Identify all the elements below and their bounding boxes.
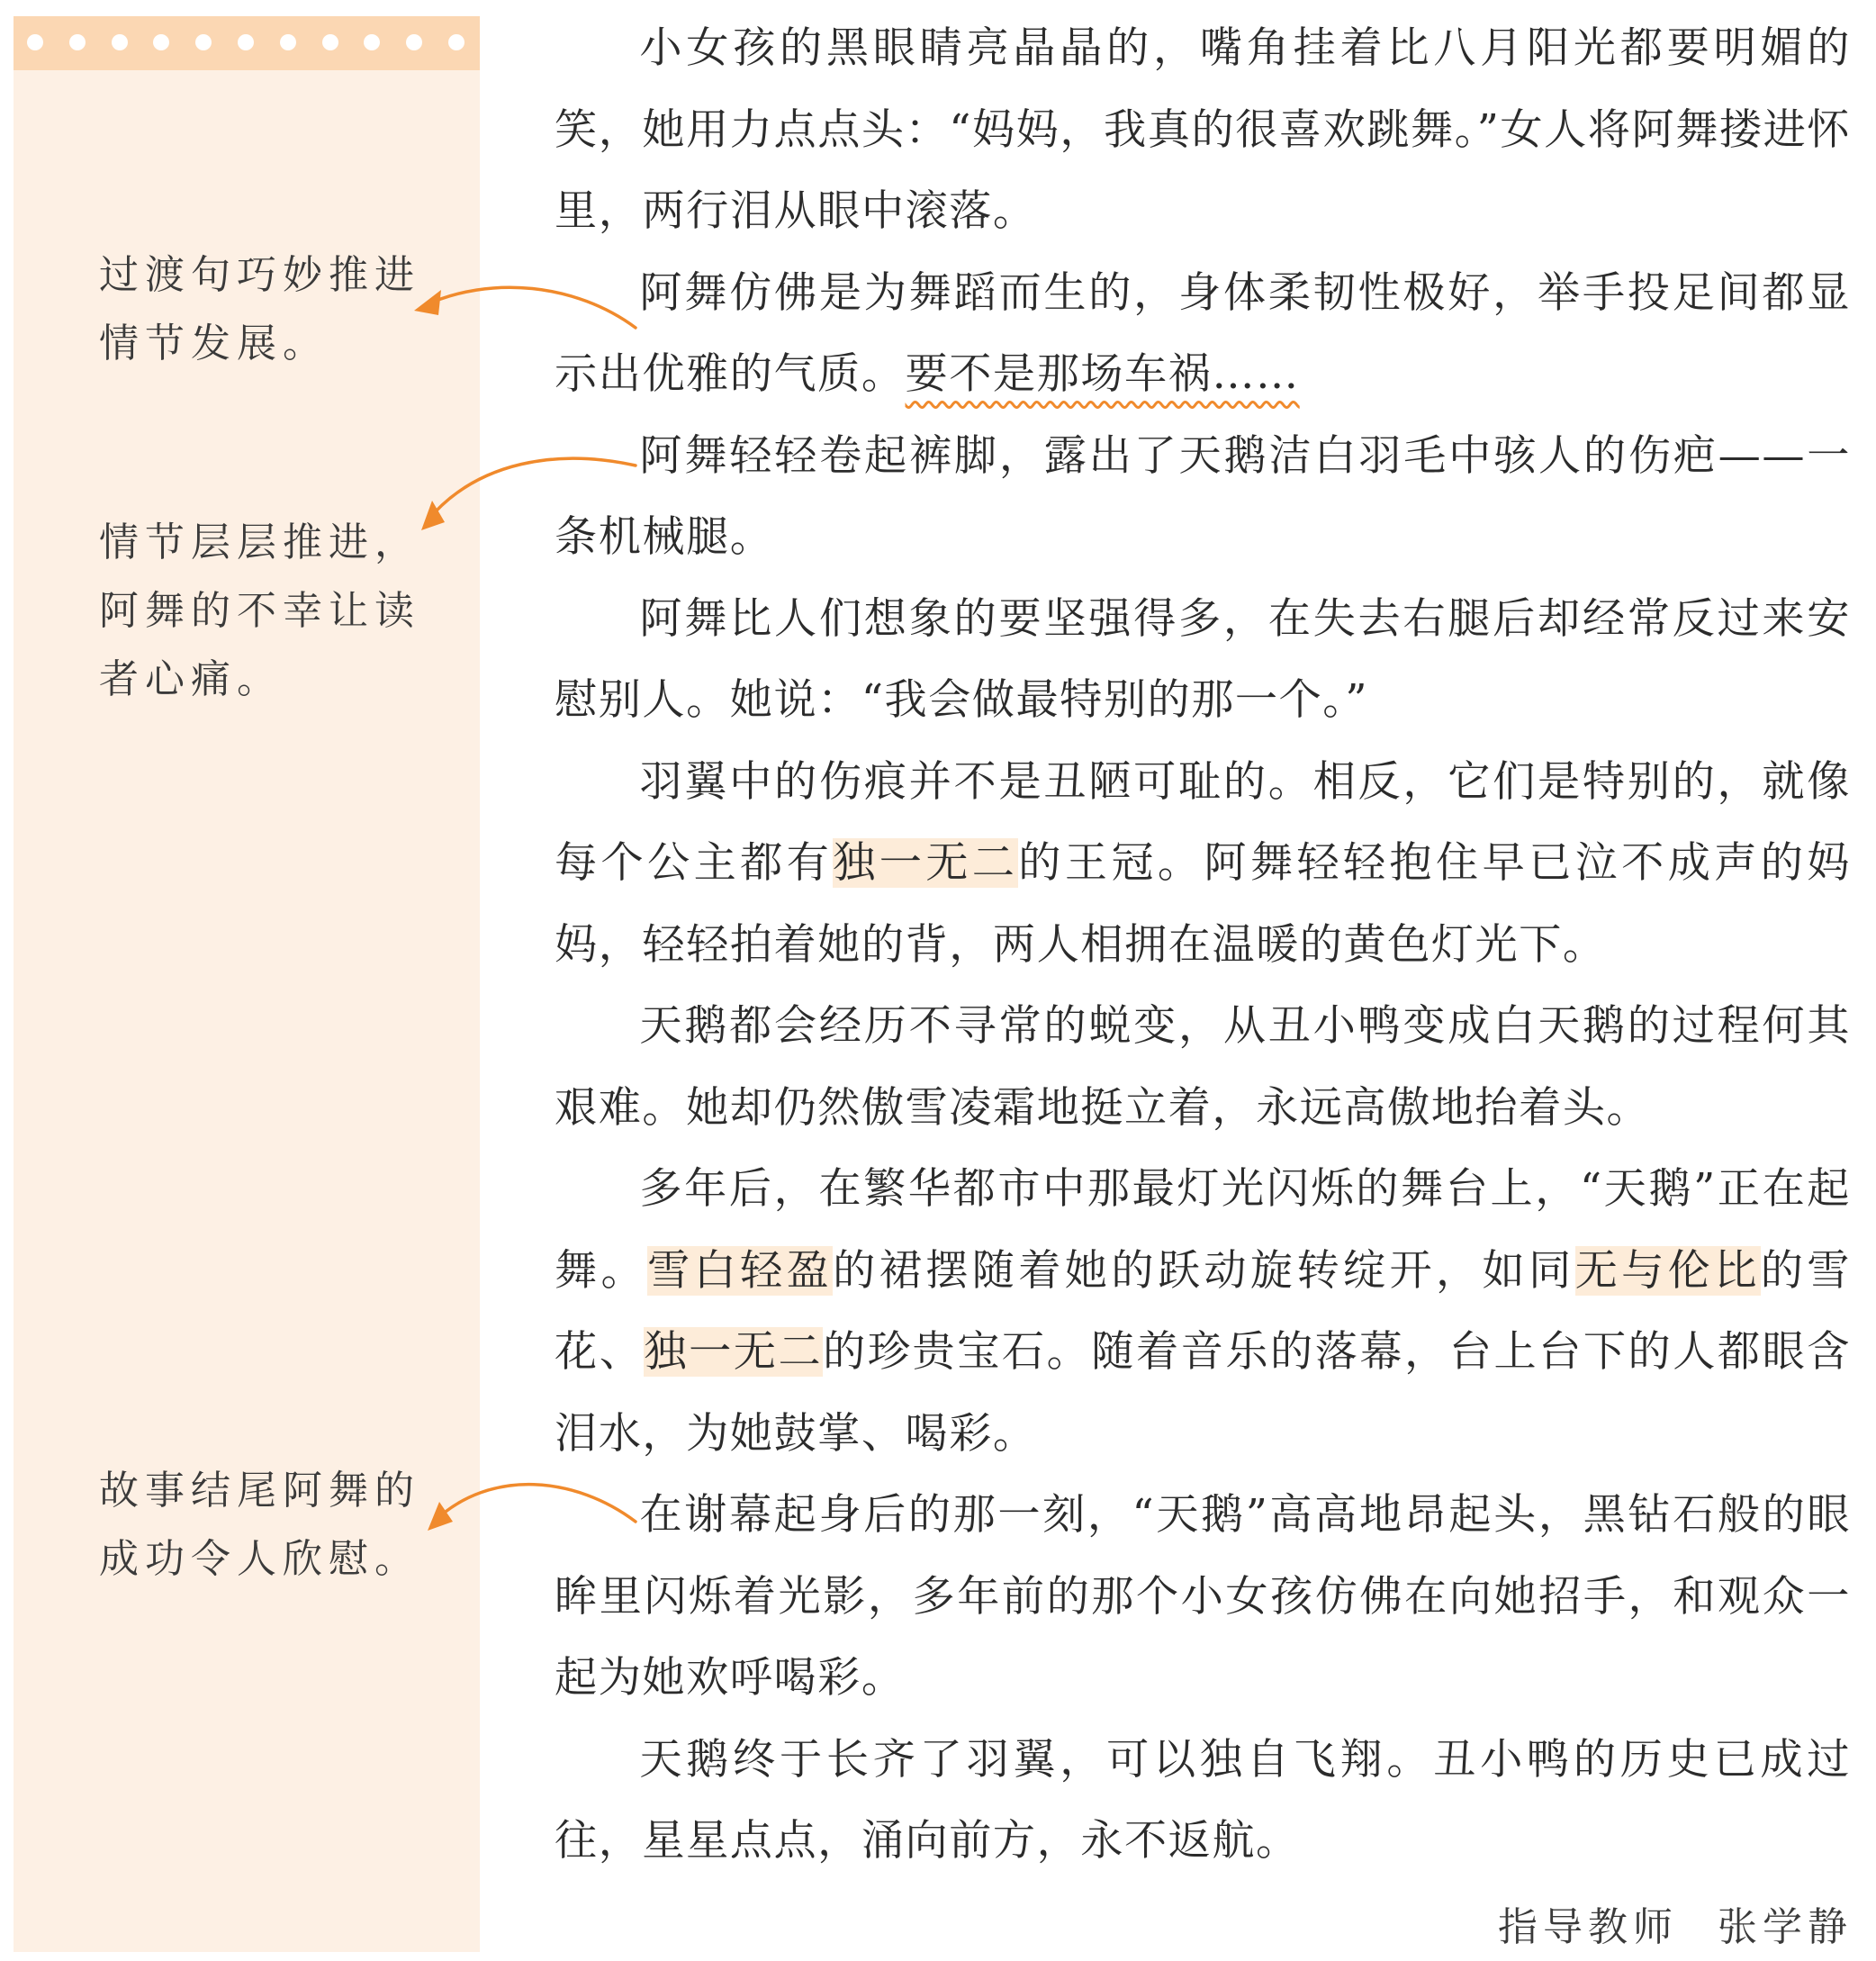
paragraph-text: 天鹅终于长齐了羽翼，可以独自飞翔。丑小鸭的历史已成过往，星星点点，涌向前方，永不返航。: [555, 1734, 1851, 1866]
paragraph-text: 阿舞比人们想象的要坚强得多，在失去右腿后却经常反过来安慰别人。她说：“我会做最特别的那一个。”: [555, 593, 1851, 725]
arrow-head-1: [414, 290, 441, 315]
paragraph: [555, 742, 1851, 987]
signature-name: 张学静: [1718, 1904, 1853, 1950]
paragraph: [555, 253, 1851, 416]
wavy-underlined-phrase: 要不是那场车祸……: [905, 349, 1300, 399]
paragraph: [555, 1720, 1851, 1883]
highlighted-phrase: 雪白轻盈: [647, 1245, 834, 1296]
article-body: [555, 8, 1851, 1883]
highlighted-phrase: 独一无二: [833, 838, 1019, 888]
highlighted-phrase: 独一无二: [644, 1327, 824, 1377]
paragraph-text: 阿舞仿佛是为舞蹈而生的，身体柔韧性极好，举手投足间都显示出优雅的气质。: [555, 267, 1851, 399]
paragraph-text: 在谢幕起身后的那一刻，“天鹅”高高地昂起头，黑钻石般的眼眸里闪烁着光影，多年前的那个小女孩仿佛在向她招手，和观众一起为她欢呼喝彩。: [555, 1490, 1851, 1703]
arrow-head-3: [428, 1502, 453, 1531]
paragraph: [555, 1475, 1851, 1720]
paragraph-text: 羽翼中的伤痕并不是丑陋可耻的。相反，它们是特别的，就像每个公主都有: [555, 756, 1851, 888]
paragraph-text: 多年后，在繁华都市中那最灯光闪烁的舞台上，“天鹅”正在起舞。: [555, 1164, 1851, 1296]
paragraph-text: 的珍贵宝石。随着音乐的落幕，台上台下的人都眼含泪水，为她鼓掌、喝彩。: [555, 1327, 1851, 1459]
paragraph-text: 的王冠。阿舞轻轻抱住早已泣不成声的妈妈，轻轻拍着她的背，两人相拥在温暖的黄色灯光下。: [555, 838, 1851, 970]
paragraph: [555, 416, 1851, 579]
annotation-transition: 过渡句巧妙推进 情节发展。: [99, 252, 420, 366]
highlighted-phrase: 无与伦比: [1574, 1245, 1761, 1296]
paragraph: [555, 1149, 1851, 1475]
annotation-ending: 故事结尾阿舞的 成功令人欣慰。: [99, 1468, 420, 1582]
signature-label: 指导教师: [1498, 1904, 1678, 1950]
paragraph: [555, 579, 1851, 742]
paragraph: [555, 986, 1851, 1149]
annotation-plot-progression: 情节层层推进， 阿舞的不幸让读 者心痛。: [99, 520, 420, 702]
paragraph-text: 阿舞轻轻卷起裤脚，露出了天鹅洁白羽毛中骇人的伤疤——一条机械腿。: [555, 430, 1851, 562]
signature: [1498, 1894, 1853, 1952]
paragraph-text: 小女孩的黑眼睛亮晶晶的，嘴角挂着比八月阳光都要明媚的笑，她用力点点头：“妈妈，我真的很喜欢跳舞。”女人将阿舞搂进怀里，两行泪从眼中滚落。: [555, 23, 1851, 236]
paragraph: [555, 8, 1851, 253]
paragraph-text: 的裙摆随着她的跃动旋转绽开，如同: [833, 1245, 1575, 1296]
paragraph-text: 的雪花、: [555, 1245, 1851, 1377]
paragraph-text: 天鹅都会经历不寻常的蜕变，从丑小鸭变成白天鹅的过程何其艰难。她却仍然傲雪凌霜地挺立着，永远高傲地抬着头。: [555, 1001, 1851, 1133]
